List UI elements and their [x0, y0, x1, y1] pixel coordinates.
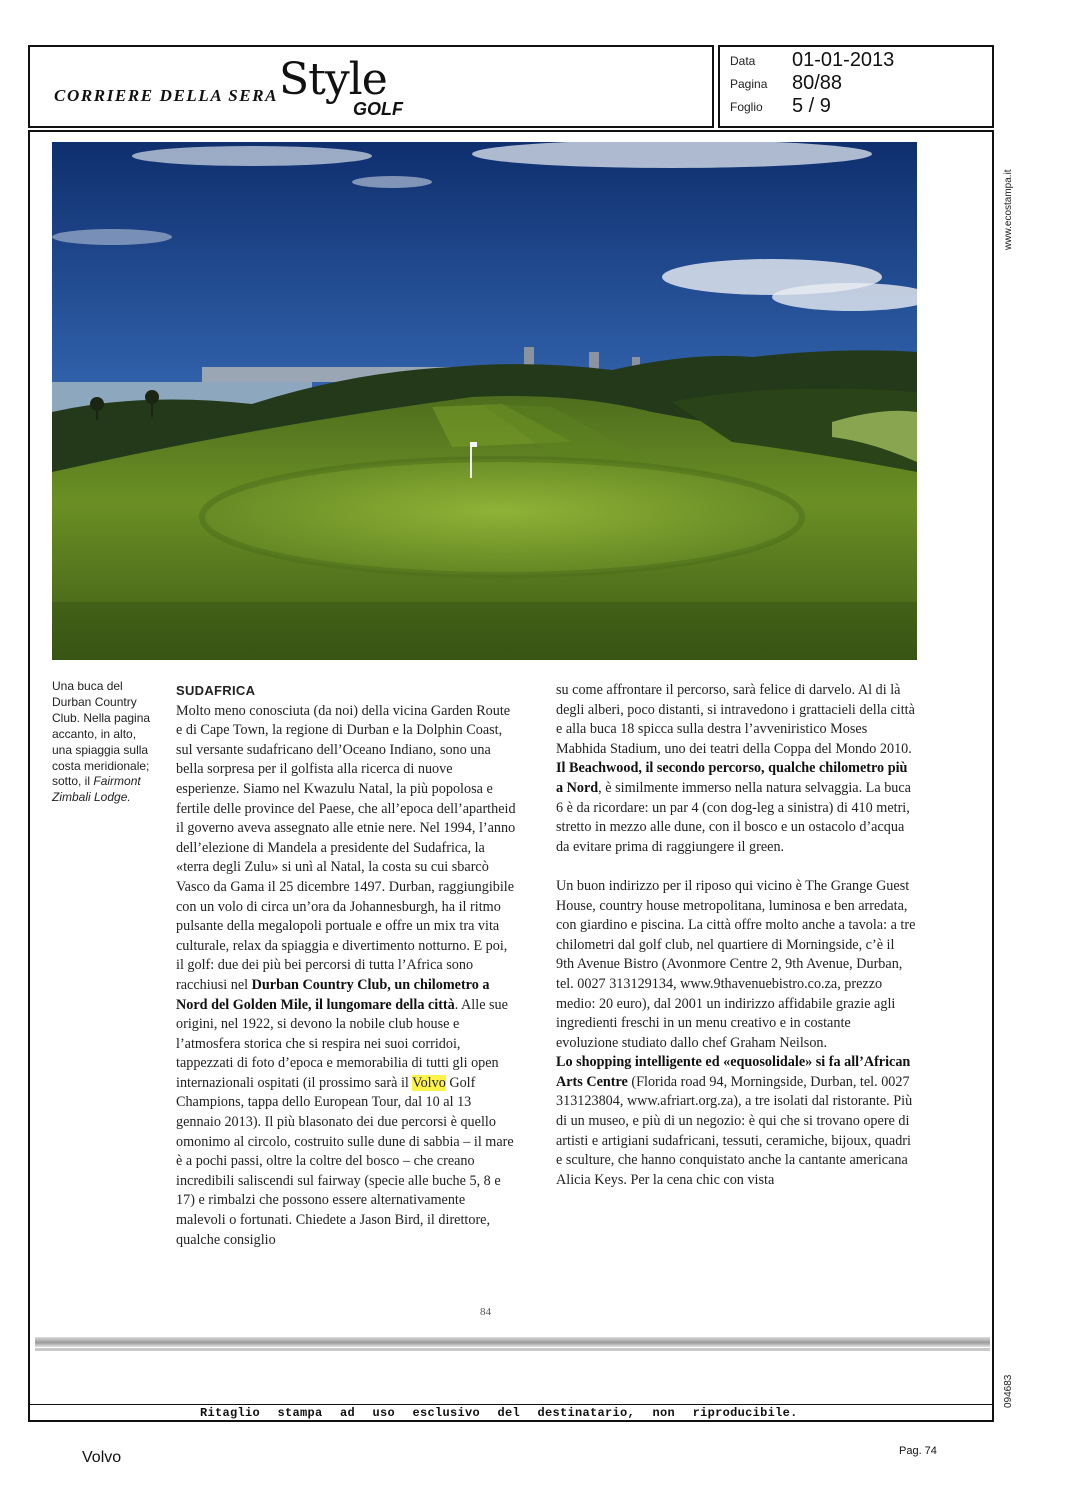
article-heading: SUDAFRICA: [176, 683, 256, 698]
col2-text-1: su come affrontare il percorso, sarà felice di darvelo. Al di là degli alberi, poco distanti, si intravedono i grattacieli della città e alla buca 18 spicca sulla destra l’avveniristico Moses Mabhida Stadium, uno dei teatri della Coppa del Mondo 2010.: [556, 682, 915, 757]
code-text: 094683: [1003, 1374, 1014, 1408]
caption-text: Una buca del Durban Country Club. Nella pagina accanto, in alto, una spiaggia sulla costa meridionale; sotto, il: [52, 679, 151, 789]
col2-text-2: , è similmente immerso nella natura selvaggia. La buca 6 è da ricordare: un par 4 (con dog-leg a sinistra) di 410 metri, stretto in mezzo alle dune, con il bosco e un ostacolo d’acqua da evitare prima di raggiungere il green.: [556, 779, 911, 855]
client-brand: Volvo: [82, 1449, 122, 1466]
date-label: Data: [730, 54, 756, 68]
website-text: www.ecostampa.it: [1003, 169, 1014, 250]
code-vertical: [1003, 1368, 1015, 1408]
col2-bold-1: Il Beachwood, il secondo percorso, qualche chilometro più a Nord: [556, 760, 908, 796]
col1-bold-1: Durban Country Club, un chilometro a Nord del Golden Mile, il lungomare della città: [176, 976, 490, 1013]
col2-bold-2: Lo shopping intelligente ed «equosolidale» si fa all’African Arts Centre: [556, 1054, 911, 1090]
publication-name: CORRIERE DELLA SERA: [54, 86, 279, 105]
document-page-number: Pag. 74: [899, 1445, 937, 1457]
page-label: Pagina: [730, 77, 768, 91]
website-vertical: [1003, 150, 1015, 250]
article-column-1: [176, 681, 518, 1250]
section-logo: GOLF: [353, 99, 403, 119]
page-value: 80/88: [792, 72, 843, 94]
col1-text-2: . Alle sue origini, nel 1922, si devono la nobile club house e l’atmosfera storica che si respira nei suoi corridoi, tappezzati di foto d’epoca e memorabilia di tutti gli open internazionali ospitati (il prossimo sarà il: [176, 996, 508, 1091]
col1-text-3: Golf Champions, tappa dello European Tour, dal 10 al 13 gennaio 2013). Il più blasonato dei due percorsi è quello omonimo al circolo, costruito sulle dune di sabbia – il mare è a pochi passi, oltre la coltre del bosco – che creano incredibili saliscendi sul fairway (specie alle buche 5, 8 e 17) e rimbalzi che possono essere alternativamente malevoli o fortunati. Chiedete a Jason Bird, il direttore, qualche consiglio: [176, 1074, 514, 1248]
disclaimer-text: Ritaglio stampa ad uso esclusivo del destinatario, non riproducibile.: [200, 1406, 798, 1420]
magazine-logo: Style: [279, 54, 387, 105]
magazine-page-number: 84: [480, 1306, 491, 1318]
highlighted-keyword: Volvo: [412, 1074, 446, 1091]
gray-divider: [35, 1337, 990, 1347]
sheet-label: Foglio: [730, 100, 763, 114]
golf-course-photo-icon: [52, 142, 917, 660]
caption-italic: Fairmont Zimbali Lodge.: [52, 774, 141, 805]
sheet-value: 5 / 9: [792, 95, 831, 117]
golf-course-photo: [52, 142, 917, 660]
article-column-2: [556, 681, 916, 1190]
date-value: 01-01-2013: [792, 49, 895, 71]
gray-divider-shadow: [35, 1348, 990, 1351]
col2-text-3: Un buon indirizzo per il riposo qui vicino è The Grange Guest House, country house metropolitana, luminosa e ben arredata, con giardino e piscina. La città offre molto anche a tavola: a tre chilometri dal golf club, nel quartiere di Morningside, c’è il 9th Avenue Bistro (Avonmore Centre 2, 9th Avenue, Durban, tel. 0027 313129134, www.9thavenuebistro.co.za, prezzo medio: 20 euro), dal 2001 un indirizzo affidabile grazie agli ingredienti freschi in un menu creativo e in costante evoluzione studiato dallo chef Graham Neilson.: [556, 877, 916, 1051]
photo-caption: [52, 679, 152, 806]
col2-text-4: (Florida road 94, Morningside, Durban, tel. 0027 313123804, www.afriart.org.za), a tre isolati dal ristorante. Più di un museo, e più di un negozio: è qui che si trovano opere di artisti e artigiani sudafricani, tessuti, ceramiche, bijoux, quadri e sculture, che hanno conquistato anche la cantante americana Alicia Keys. Per la cena chic con vista: [556, 1073, 913, 1188]
col1-text-1: Molto meno conosciuta (da noi) della vicina Garden Route e di Cape Town, la regione di Durban e la Dolphin Coast, sul versante sudafricano dell’Oceano Indiano, sono una bella sorpresa per il golfista alla ricerca di nuove esperienze. Siamo nel Kwazulu Natal, la più popolosa e fertile delle province del Paese, che all’epoca dell’apartheid il governo aveva assegnato alle etnie nere. Nel 1994, l’anno dell’elezione di Mandela a presidente del Sudafrica, la «terra degli Zulu» si unì al Natal, la costa su cui sbarcò Vasco da Gama il 25 dicembre 1497. Durban, raggiungibile con un volo di circa un’ora da Johannesburgh, ha il ritmo pulsante della megalopoli portuale e offre un mix tra vita culturale, relax da spiaggia e divertimento notturno. E poi, il golf: due dei più bei percorsi di tutta l’Africa sono racchiusi nel: [176, 702, 516, 993]
